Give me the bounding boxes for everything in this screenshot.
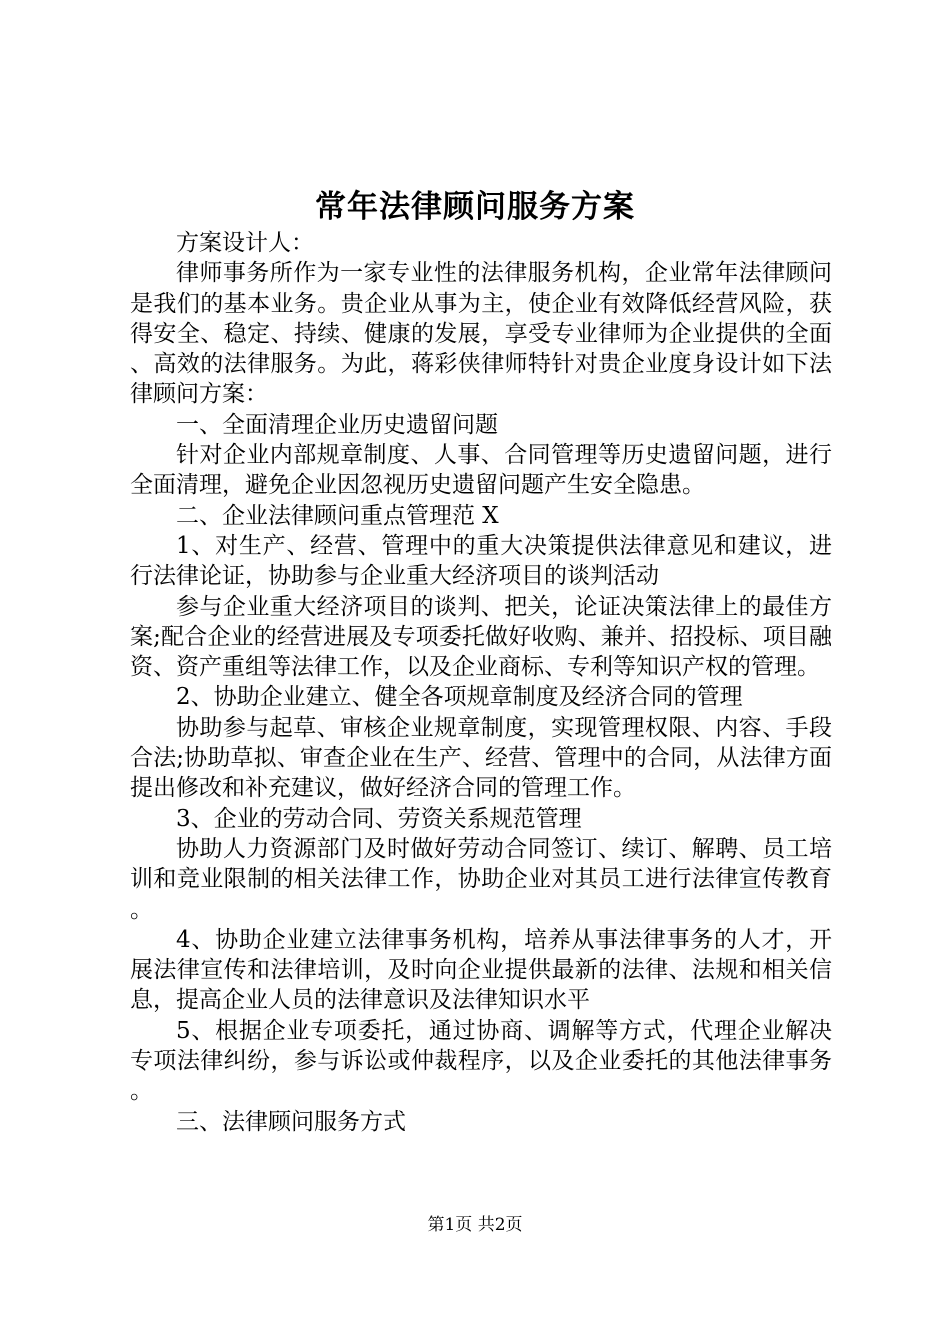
item-2-body: 协助参与起草、审核企业规章制度，实现管理权限、内容、手段合法;协助草拟、审查企业在生产、经营、管理中的合同，从法律方面提出修改和补充建议，做好经济合同的管理工作。 — [130, 714, 832, 802]
document-body — [130, 228, 832, 1137]
paragraph-intro: 律师事务所作为一家专业性的法律服务机构，企业常年法律顾问是我们的基本业务。贵企业从事为主，使企业有效降低经营风险，获得安全、稳定、持续、健康的发展，享受专业律师为企业提供的全面、高效的法律服务。为此，蒋彩侠律师特针对贵企业度身设计如下法律顾问方案： — [130, 260, 832, 408]
paragraph-designer: 方案设计人： — [176, 230, 314, 256]
heading-section-2: 二、企业法律顾问重点管理范 X — [176, 502, 499, 529]
paragraph-section-1: 针对企业内部规章制度、人事、合同管理等历史遗留问题，进行全面清理，避免企业因忽视历史遗留问题产生安全隐患。 — [130, 442, 832, 499]
item-1-heading: 1、对生产、经营、管理中的重大决策提供法律意见和建议，进行法律论证，协助参与企业重大经济项目的谈判活动 — [130, 532, 832, 590]
item-1-body: 参与企业重大经济项目的谈判、把关，论证决策法律上的最佳方案;配合企业的经营进展及专项委托做好收购、兼并、招投标、项目融资、资产重组等法律工作，以及企业商标、专利等知识产权的管理。 — [130, 593, 832, 681]
item-3-heading: 3、企业的劳动合同、劳资关系规范管理 — [176, 805, 582, 832]
item-4: 4、协助企业建立法律事务机构，培养从事法律事务的人才，开展法律宣传和法律培训，及时向企业提供最新的法律、法规和相关信息，提高企业人员的法律意识及法律知识水平 — [130, 926, 832, 1014]
page-footer: 第1页 共2页 — [427, 1215, 523, 1235]
heading-section-3: 三、法律顾问服务方式 — [176, 1108, 406, 1135]
heading-section-1: 一、全面清理企业历史遗留问题 — [176, 411, 498, 438]
item-5: 5、根据企业专项委托，通过协商、调解等方式，代理企业解决专项法律纠纷，参与诉讼或仲裁程序，以及企业委托的其他法律事务。 — [130, 1017, 832, 1105]
item-2-heading: 2、协助企业建立、健全各项规章制度及经济合同的管理 — [176, 684, 743, 711]
item-3-body: 协助人力资源部门及时做好劳动合同签订、续订、解聘、员工培训和竞业限制的相关法律工作，协助企业对其员工进行法律宣传教育。 — [130, 835, 832, 923]
document-title: 常年法律顾问服务方案 — [315, 189, 635, 225]
